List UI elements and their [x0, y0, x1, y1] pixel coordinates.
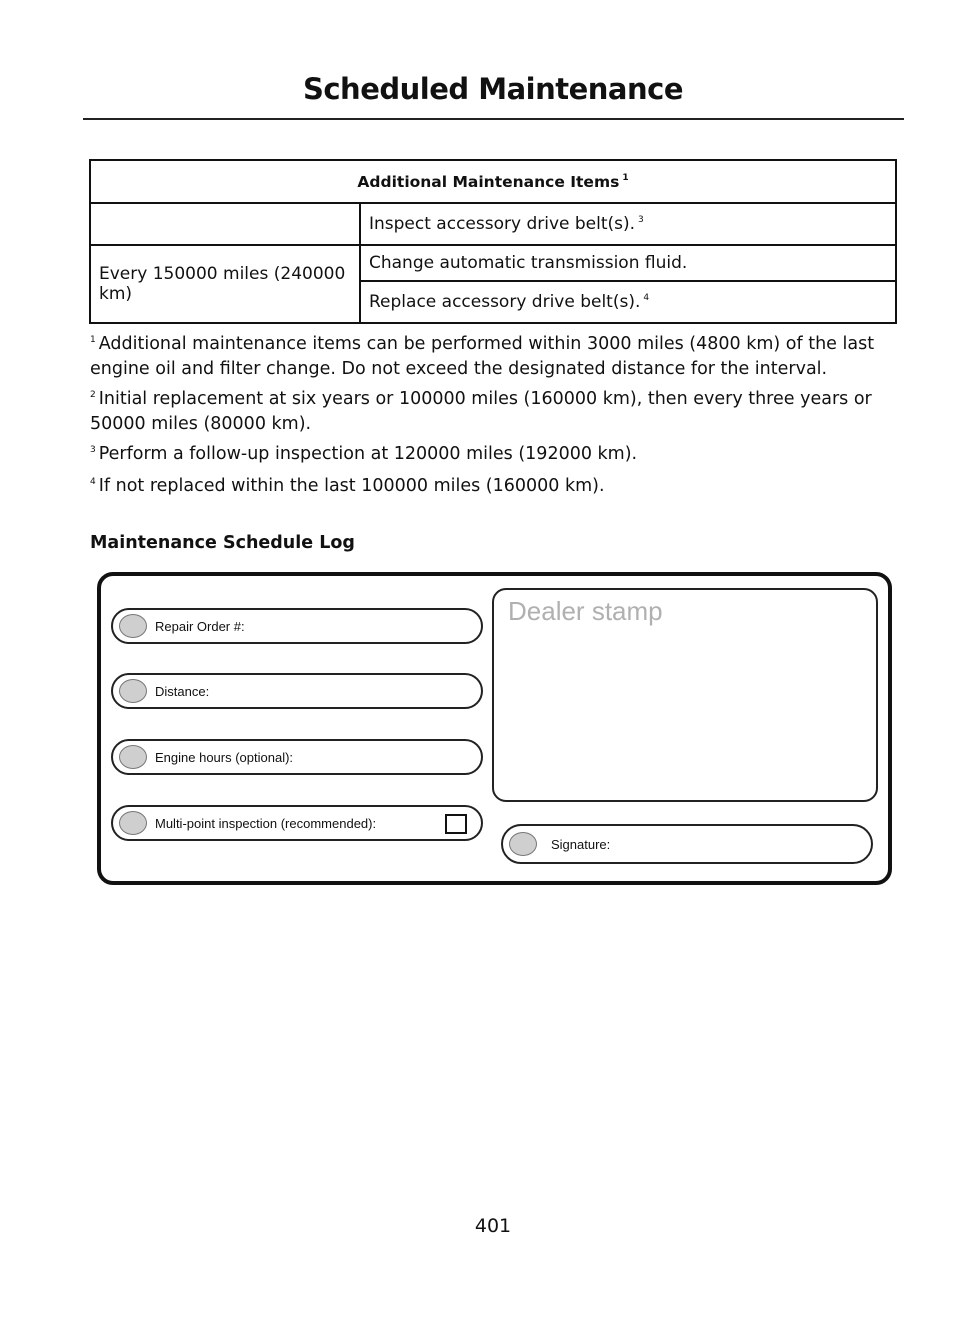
table-cell-item — [360, 203, 896, 245]
item-text: Replace accessory drive belt(s). — [369, 292, 641, 312]
footnote-1 — [90, 332, 900, 382]
table-cell-interval — [90, 203, 360, 245]
table-caption — [90, 160, 896, 203]
signature-label: Signature: — [551, 837, 611, 852]
footnote-text: Perform a follow-up inspection at 120000 miles (192000 km). — [98, 444, 638, 464]
footnote-text: Initial replacement at six years or 100000 miles (160000 km), then every three years or 50000 miles (80000 km). — [90, 389, 872, 434]
item-note: 4 — [643, 293, 650, 304]
footnotes — [90, 332, 900, 504]
footnote-3 — [90, 442, 900, 467]
repair-order-field[interactable] — [111, 608, 483, 644]
title-divider — [83, 118, 904, 120]
distance-label: Distance: — [155, 684, 210, 699]
field-bullet-icon — [119, 614, 147, 638]
field-bullet-icon — [119, 811, 147, 835]
page-title: Scheduled Maintenance — [302, 72, 684, 106]
field-bullet-icon — [509, 832, 537, 856]
table-header-row — [90, 160, 896, 203]
table-row — [90, 203, 896, 245]
footnote-mark: 4 — [90, 477, 96, 488]
table-caption-text: Additional Maintenance Items — [357, 172, 620, 191]
footnote-4 — [90, 474, 900, 499]
signature-field[interactable] — [501, 824, 873, 864]
engine-hours-field[interactable] — [111, 739, 483, 775]
repair-order-label: Repair Order #: — [155, 619, 245, 634]
multipoint-inspection-label: Multi-point inspection (recommended): — [155, 816, 377, 831]
field-bullet-icon — [119, 679, 147, 703]
dealer-stamp-label: Dealer stamp — [508, 596, 663, 626]
table-cell-interval: Every 150000 miles (240000 km) — [90, 245, 360, 323]
table-cell-item — [360, 281, 896, 323]
table-cell-item — [360, 245, 896, 281]
footnote-mark: 3 — [90, 445, 96, 456]
distance-field[interactable] — [111, 673, 483, 709]
footnote-mark: 2 — [90, 390, 96, 401]
multipoint-inspection-checkbox[interactable] — [445, 814, 467, 834]
additional-maintenance-table — [89, 159, 897, 324]
table-row — [90, 245, 896, 281]
item-text: Change automatic transmission fluid. — [369, 253, 688, 273]
field-bullet-icon — [119, 745, 147, 769]
log-heading: Maintenance Schedule Log — [90, 533, 355, 553]
dealer-stamp-box — [492, 588, 878, 802]
table-caption-note: 1 — [622, 173, 629, 184]
maintenance-log-card — [97, 572, 892, 885]
page-number: 401 — [474, 1215, 512, 1237]
engine-hours-label: Engine hours (optional): — [155, 750, 294, 765]
item-text: Inspect accessory drive belt(s). — [369, 214, 636, 234]
footnote-2 — [90, 387, 900, 437]
footnote-text: If not replaced within the last 100000 miles (160000 km). — [98, 476, 605, 496]
item-note: 3 — [638, 215, 644, 226]
footnote-mark: 1 — [90, 335, 96, 346]
footnote-text: Additional maintenance items can be performed within 3000 miles (4800 km) of the last engine oil and filter change. Do not exceed the designated distance for the interval. — [90, 334, 875, 379]
multipoint-inspection-field[interactable] — [111, 805, 483, 841]
